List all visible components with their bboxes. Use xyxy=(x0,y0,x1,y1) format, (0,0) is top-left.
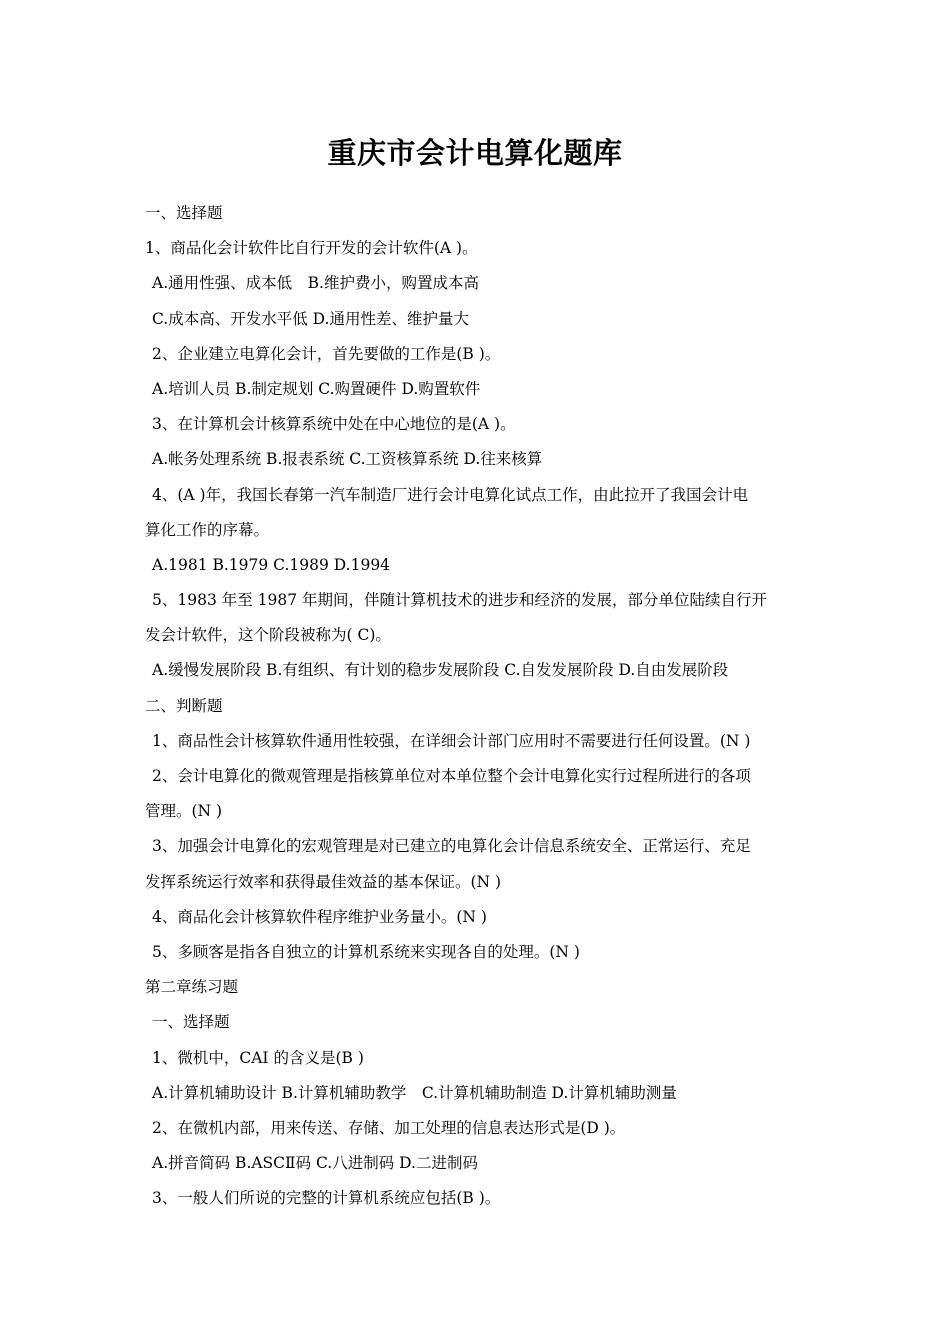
question-line: 3、在计算机会计核算系统中处在中心地位的是(A )。 xyxy=(152,415,516,434)
question-line: 1、商品性会计核算软件通用性较强，在详细会计部门应用时不需要进行任何设置。(N ) xyxy=(152,731,751,750)
question-continuation: 管理。(N ) xyxy=(145,802,223,821)
question-continuation: 发挥系统运行效率和获得最佳效益的基本保证。(N ) xyxy=(145,872,502,891)
question-line: 2、企业建立电算化会计，首先要做的工作是(B )。 xyxy=(152,344,501,363)
section-heading: 二、判断题 xyxy=(145,696,223,715)
question-line: 5、1983 年至 1987 年期间，伴随计算机技术的进步和经济的发展，部分单位陆续自行开 xyxy=(152,591,768,610)
options-line: A.计算机辅助设计 B.计算机辅助教学 C.计算机辅助制造 D.计算机辅助测量 xyxy=(152,1083,677,1102)
question-continuation: 发会计软件，这个阶段被称为( C)。 xyxy=(145,626,391,645)
section-heading: 一、选择题 xyxy=(145,204,223,222)
question-line: 2、在微机内部，用来传送、存储、加工处理的信息表达形式是(D )。 xyxy=(152,1118,626,1137)
options-line: A.培训人员 B.制定规划 C.购置硬件 D.购置软件 xyxy=(152,379,481,398)
options-line: A.拼音简码 B.ASCⅡ码 C.八进制码 D.二进制码 xyxy=(152,1154,478,1173)
options-line: C.成本高、开发水平低 D.通用性差、维护量大 xyxy=(152,309,469,328)
question-line: 1、微机中，CAI 的含义是(B ) xyxy=(152,1048,364,1067)
document-title: 重庆市会计电算化题库 xyxy=(327,136,623,170)
question-continuation: 算化工作的序幕。 xyxy=(145,520,270,539)
options-line: A.缓慢发展阶段 B.有组织、有计划的稳步发展阶段 C.自发发展阶段 D.自由发展阶段 xyxy=(152,661,729,680)
question-line: 2、会计电算化的微观管理是指核算单位对本单位整个会计电算化实行过程所进行的各项 xyxy=(152,767,751,785)
chapter-heading: 第二章练习题 xyxy=(145,978,239,997)
document-body xyxy=(145,196,810,1216)
question-line: 4、商品化会计核算软件程序维护业务量小。(N ) xyxy=(152,907,487,926)
question-line: 3、加强会计电算化的宏观管理是对已建立的电算化会计信息系统安全、正常运行、充足 xyxy=(152,837,751,856)
question-line: 4、(A )年，我国长春第一汽车制造厂进行会计电算化试点工作，由此拉开了我国会计电 xyxy=(152,485,749,504)
question-line: 1、商品化会计软件比自行开发的会计软件(A )。 xyxy=(145,239,478,258)
question-line: 5、多顾客是指各自独立的计算机系统来实现各自的处理。(N ) xyxy=(152,942,580,961)
question-line: 3、一般人们所说的完整的计算机系统应包括(B )。 xyxy=(152,1189,501,1208)
options-line: A.1981 B.1979 C.1989 D.1994 xyxy=(152,555,391,574)
options-line: A.通用性强、成本低 B.维护费小，购置成本高 xyxy=(152,274,479,293)
options-line: A.帐务处理系统 B.报表系统 C.工资核算系统 D.往来核算 xyxy=(152,450,543,469)
section-heading: 一、选择题 xyxy=(152,1013,230,1032)
